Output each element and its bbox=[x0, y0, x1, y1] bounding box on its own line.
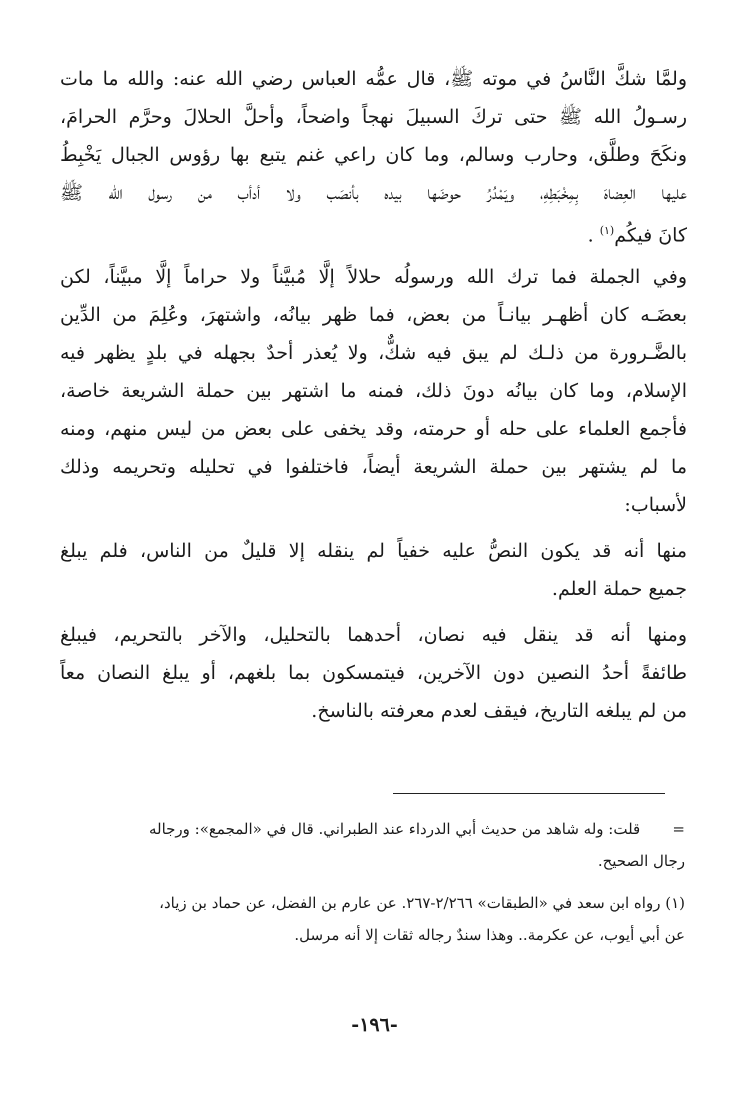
text-line: وفي الجملة فما ترك الله ورسولُه حلالاً إلَّا مُبيَّناً ولا حراماً إلَّا مبيَّناً، لكن bbox=[60, 266, 687, 288]
text-line: منها أنه قد يكون النصُّ عليه خفياً لم ينقله إلا قليلٌ من الناس، فلم يبلغ bbox=[60, 540, 687, 562]
text-line: ما لم يشتهر بين حملة الشريعة أيضاً، فاختلفوا في تحليله وتحريمه وذلك bbox=[60, 456, 687, 478]
text-fragment: كانَ فيكُم bbox=[614, 224, 687, 247]
text-line: ونكَحَ وطلَّق، وحارب وسالم، وما كان راعي غنم يتبع بها رؤوس الجبال يَخْبِطُ bbox=[60, 144, 687, 166]
footnote-divider bbox=[393, 793, 665, 794]
text-line-last: لأسباب: bbox=[624, 494, 687, 516]
page-number: -١٩٦- bbox=[351, 1014, 398, 1036]
text-line: الإسلام، وما كان بيانُه دونَ ذلك، فمنه ما اشتهر بين حملة الشريعة خاصة، bbox=[60, 380, 687, 402]
main-text bbox=[60, 60, 687, 738]
footnote-text: قلت: وله شاهد من حديث أبي الدرداء عند الطبراني. قال في «المجمع»: ورجاله bbox=[148, 820, 641, 838]
text-line: عليها العِضاهَ بِمِخْبَطِهِ، ويَمْدُرُ حوضَها بيده بأنصَب ولا أدأب من رسول الله ﷺ bbox=[60, 182, 687, 204]
text-line: ومنها أنه قد ينقل فيه نصان، أحدهما بالتحليل، والآخر بالتحريم، فيبلغ bbox=[60, 624, 687, 646]
footnote-line: (١) رواه ابن سعد في «الطبقات» ٢/٢٦٦-٢٦٧. عن عارم بن الفضل، عن حماد بن زياد، bbox=[159, 894, 685, 912]
text-line-last bbox=[60, 212, 687, 250]
text-line: بالضَّـرورة من ذلـك لم يبق فيه شكٌّ، ولا يُعذر أحدٌ بجهله في بلدٍ يظهر فيه bbox=[60, 342, 687, 364]
footnote-line: رجال الصحيح. bbox=[597, 852, 685, 870]
text-line-last: من لم يبلغه التاريخ، فيقف لعدم معرفته بالناسخ. bbox=[311, 700, 687, 722]
text-line: رسـولُ الله ﷺ حتى تركَ السبيلَ نهجاً واضحاً، وأحلَّ الحلالَ وحرَّم الحرامَ، bbox=[60, 106, 687, 128]
footnote-continuation bbox=[64, 813, 685, 877]
text-line-last: جميع حملة العلم. bbox=[551, 578, 687, 600]
paragraph-3 bbox=[60, 532, 687, 608]
footnote-1 bbox=[64, 887, 685, 951]
text-line: طائفةً أحدُ النصين دون الآخرين، فيتمسكون بما بلغهم، أو يبلغ النصان معاً bbox=[60, 662, 687, 684]
end-punctuation: . bbox=[587, 224, 594, 247]
footnote-line bbox=[64, 813, 685, 845]
paragraph-2 bbox=[60, 258, 687, 524]
text-line: ولمَّا شكَّ النَّاسُ في موته ﷺ، قال عمُّه العباس رضي الله عنه: والله ما مات bbox=[60, 68, 687, 90]
footnote-reference[interactable]: (١) bbox=[599, 224, 615, 237]
paragraph-1 bbox=[60, 60, 687, 250]
text-line: فأجمع العلماء على حله أو حرمته، وقد يخفى على بعض من ليس منهم، ومنه bbox=[60, 418, 687, 440]
paragraph-4 bbox=[60, 616, 687, 730]
footnotes bbox=[64, 813, 685, 961]
footnote-line: عن أبي أيوب، عن عكرمة.. وهذا سندٌ رجاله ثقات إلا أنه مرسل. bbox=[294, 926, 685, 944]
text-line: بعضَـه كان أظهـر بيانـاً من بعض، فما ظهر بيانُه، واشتهرَ، وعُلِمَ من الدِّين bbox=[60, 304, 687, 326]
continuation-marker: = bbox=[672, 820, 685, 838]
